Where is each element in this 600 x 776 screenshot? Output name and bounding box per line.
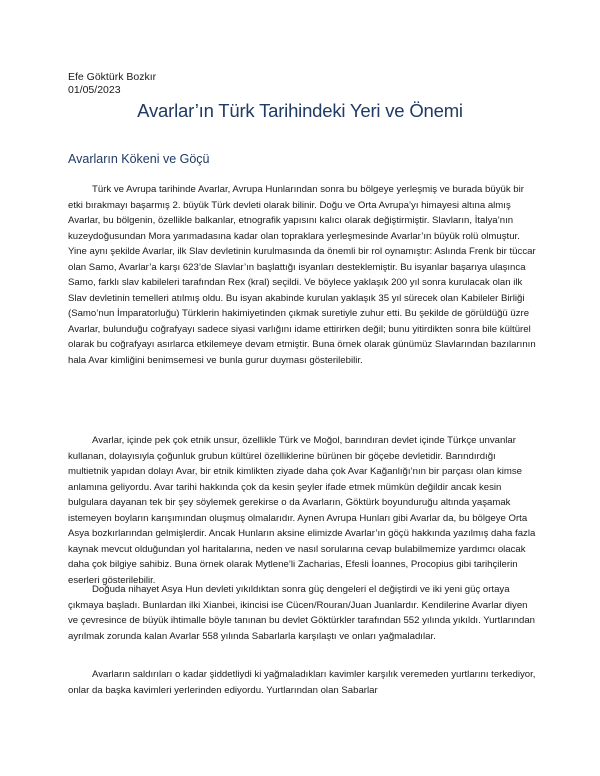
paragraph	[68, 433, 538, 588]
paragraph-text: Doğuda nihayet Asya Hun devleti yıkıldıktan sonra güç dengeleri el değiştirdi ve iki yeni güç ortaya çıkmaya başladı. Bunlardan ilki Xianbei, ikincisi ise Cücen/Rouran/Juan Juanlardır. Kendilerine Avarlar diyen ve çevresince de büyük ihtimalle böyle tanınan bu devlet Göktürkler tarafından 552 yılında yıkıldı. Yurtlarından ayrılmak zorunda kalan Avarlar 558 yılında Sabarlarla karşılaştı ve onları yağmaladılar.	[68, 584, 535, 642]
document-date: 01/05/2023	[68, 84, 121, 96]
paragraph	[68, 182, 538, 368]
section-heading: Avarların Kökeni ve Göçü	[68, 152, 210, 166]
paragraph-text: Türk ve Avrupa tarihinde Avarlar, Avrupa Hunlarından sonra bu bölgeye yerleşmiş ve burada büyük bir etki bırakmayı başarmış 2. büyük Türk devleti olarak bilinir. Doğu ve Orta Avrupa’yı himayesi altına almış Avarlar, bu bölgenin, özellikle balkanlar, etnografik yapısını kalıcı olarak değiştirmiştir. Slavların, İtalya’nın kuzeydoğusundan Mora yarımadasına kadar olan topraklara yerleşmesinde Avarlar’ın büyük rolü olmuştur. Yine aynı şekilde Avarlar, ilk Slav devletinin kurulmasında da önemli bir rol oynamıştır: Aslında Frenk bir tüccar olan Samo, Avarlar’a karşı 623’de Slavlar’ın başlattığı isyanları desteklemiştir. Bu isyanlar başarıya ulaşınca Samo, farklı slav kabileleri tarafından Rex (kral) seçildi. Ve böylece yaklaşık 200 yıl sonra kurulacak olan ilk Slav devletinin temelleri atılmış oldu. Bu isyan akabinde kurulan yaklaşık 35 yıl sürecek olan Kabileler Birliği (Samo’nun İmparatorluğu) Türklerin hakimiyetinden çıkmak suretiyle zuhur etti. Bu şekilde de görüldüğü üzre Avarlar, bulunduğu coğrafyayı sadece siyasi varlığını idame ettirirken değil; bunu yitirdikten sonra bile kültürel olarak bu coğrafyayı asırlarca etkilemeye devam etmiştir. Buna örnek olarak günümüz Slavlarından bazılarının hala Avar kimliğini benimsemesi ve bunla gurur duyması gösterilebilir.	[68, 184, 536, 366]
author-name: Efe Göktürk Bozkır	[68, 71, 157, 83]
paragraph-text: Avarlar, içinde pek çok etnik unsur, özellikle Türk ve Moğol, barındıran devlet içinde Türkçe unvanlar kullanan, dolayısıyla çoğunluk grubun kültürel özelliklerine bürünen bir göçebe devletidir. Barındırdığı multietnik yapıdan dolayı Avar, bir etnik kimlikten ziyade daha çok Avar Kağanlığı’nın bir parçası olan kimse anlamına geliyordu. Avar tarihi hakkında çok da kesin şeyler ifade etmek mümkün değildir ancak kesin bulgulara dayanan tek bir şey söylemek gerekirse o da Avarların, Göktürk boyunduruğu altında yaşamak istemeyen boyların karışımından oluşmuş olmalarıdır. Aynen Avrupa Hunları gibi Avarlar da, bu bölgeye Orta Asya bozkırlarından gelmişlerdir. Ancak Hunların aksine elimizde Avarlar’ın göçü hakkında yazılmış daha fazla kaynak mevcut olduğundan yol haritalarına, neden ve nasıl sorularına cevap bulabilmemize yardımcı olacak daha çok bilgiye sahibiz. Buna örnek olarak Mytlene’li Zacharias, Efesli İoannes, Procopius gibi tarihçilerin eserleri gösterilebilir.	[68, 435, 536, 586]
paragraph-text: Avarların saldırıları o kadar şiddetliydi ki yağmaladıkları kavimler karşılık veremeden yurtlarını terkediyor, onlar da başka kavimleri yerlerinden ediyordu. Yurtlarından olan Sabarlar	[68, 669, 536, 696]
document-title: Avarlar’ın Türk Tarihindeki Yeri ve Önemi	[137, 100, 463, 121]
paragraph	[68, 582, 538, 644]
paragraph	[68, 667, 538, 698]
